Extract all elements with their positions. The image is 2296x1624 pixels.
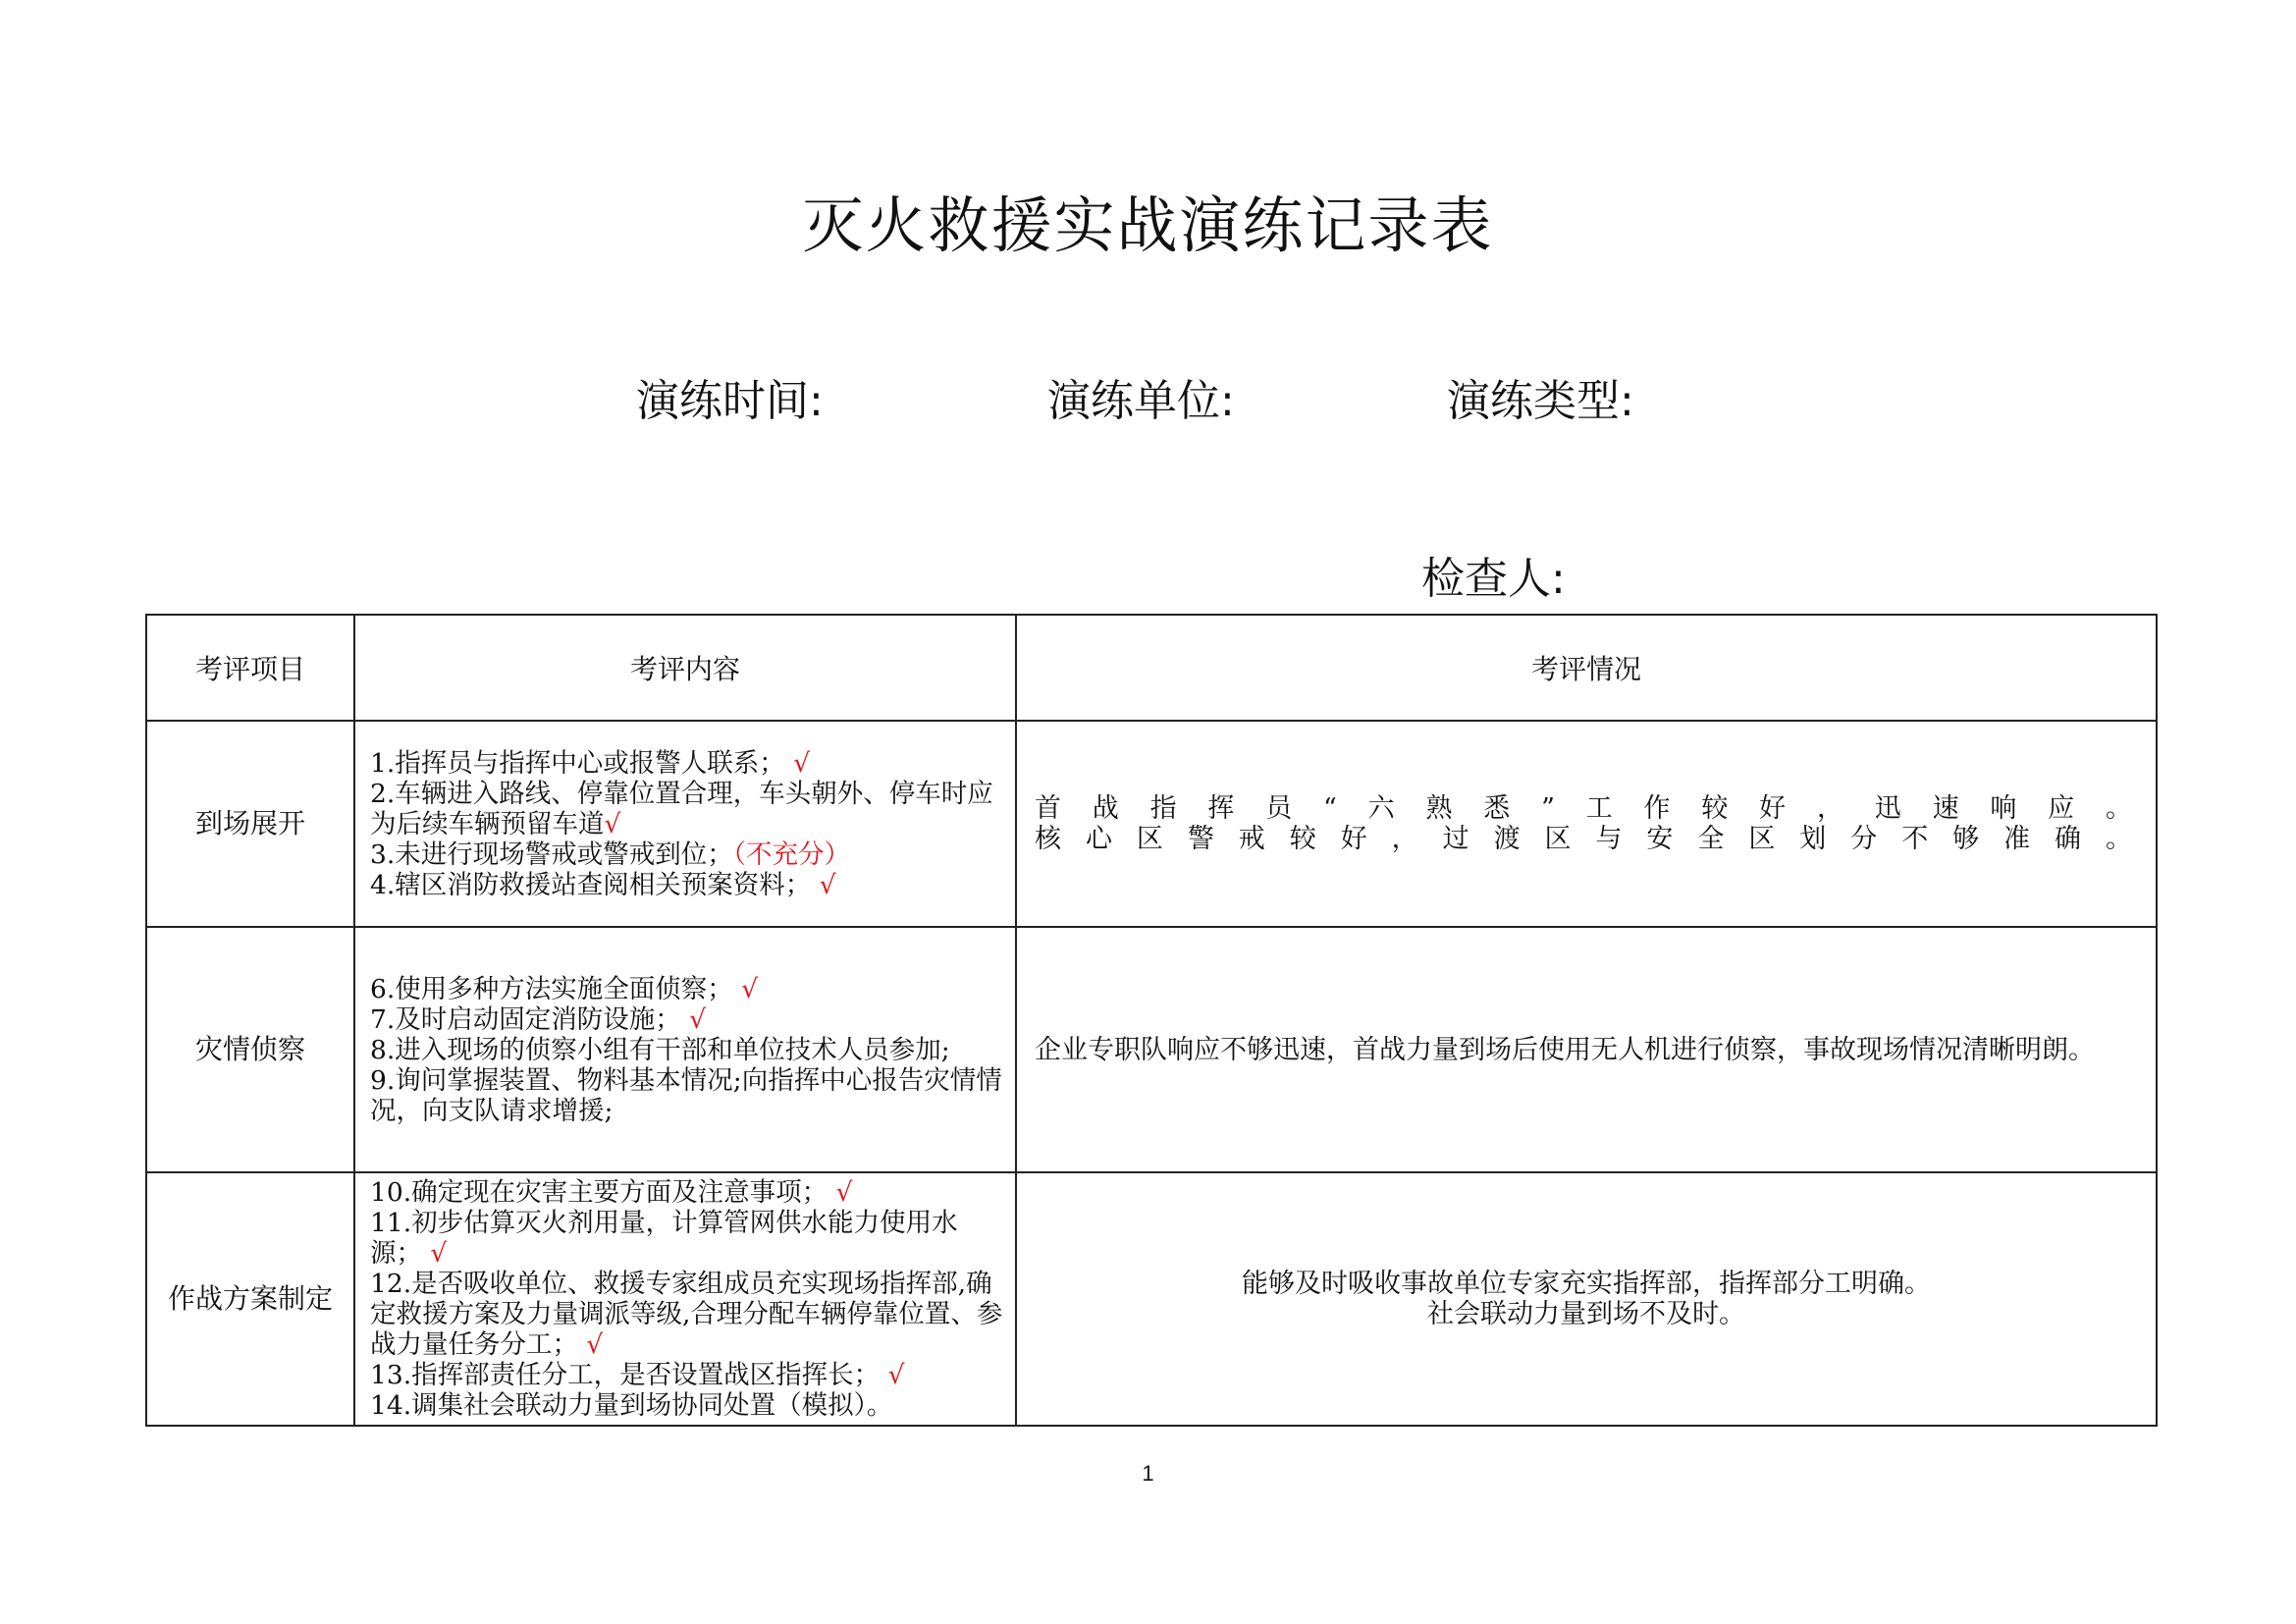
- drill-unit-label: 演练单位:: [1047, 376, 1235, 426]
- header-item: 考评项目: [146, 615, 354, 721]
- check-mark: √: [811, 869, 836, 900]
- row-evaluation: [1016, 721, 2157, 927]
- content-text: 6.使用多种方法实施全面侦察；: [370, 973, 733, 1004]
- table-row: [146, 927, 2157, 1172]
- content-line: [370, 974, 1003, 1004]
- evaluation-table: [145, 614, 2158, 1427]
- inspector-label: 检查人:: [1421, 554, 1566, 604]
- content-text: 11.初步估算灭火剂用量，计算管网供水能力使用水源；: [370, 1208, 958, 1269]
- drill-type-label: 演练类型:: [1447, 376, 1634, 426]
- check-mark: √: [422, 1238, 448, 1269]
- check-mark: √: [828, 1177, 853, 1208]
- evaluation-line: 首战指挥员“六熟悉”工作较好，迅速响应。: [1035, 793, 2138, 824]
- content-line: [370, 839, 1003, 870]
- row-content: [354, 721, 1016, 927]
- header-evaluation: 考评情况: [1016, 615, 2157, 721]
- content-text: 1.指挥员与指挥中心或报警人联系；: [370, 747, 785, 779]
- content-line: [370, 779, 1003, 839]
- evaluation-line: 核心区警戒较好，过渡区与安全区划分不够准确。: [1035, 824, 2138, 854]
- content-line: [370, 748, 1003, 779]
- content-text: 7.及时启动固定消防设施；: [370, 1003, 681, 1035]
- content-line: [370, 1035, 1003, 1065]
- content-text: 9.询问掌握装置、物料基本情况;向指挥中心报告灾情情况，向支队请求增援;: [370, 1064, 1002, 1126]
- content-line: [370, 1208, 1003, 1269]
- content-text: 13.指挥部责任分工，是否设置战区指挥长；: [370, 1360, 881, 1390]
- table-header-row: [146, 615, 2157, 721]
- row-evaluation: [1016, 1172, 2157, 1426]
- content-line: [370, 1004, 1003, 1035]
- content-line: [370, 1269, 1003, 1360]
- content-text: 2.车辆进入路线、停靠位置合理，车头朝外、停车时应为后续车辆预留车道: [370, 778, 993, 839]
- check-mark: √: [604, 808, 621, 839]
- content-line: [370, 1390, 1003, 1421]
- evaluation-line: 社会联动力量到场不及时。: [1427, 1299, 1745, 1329]
- page-title: 灭火救援实战演练记录表: [802, 189, 1494, 261]
- page-number: 1: [1142, 1461, 1154, 1486]
- row-content: [354, 927, 1016, 1172]
- row-evaluation: [1016, 927, 2157, 1172]
- content-text: 10.确定现在灾害主要方面及注意事项；: [370, 1177, 828, 1208]
- table-row: [146, 721, 2157, 927]
- drill-time-label: 演练时间:: [636, 376, 824, 426]
- check-mark: √: [732, 973, 759, 1004]
- check-mark: √: [680, 1003, 707, 1035]
- content-text: 12.是否吸收单位、救援专家组成员充实现场指挥部,确定救援方案及力量调派等级,合理分配车辆停靠位置、参战力量任务分工；: [370, 1269, 1003, 1360]
- content-line: [370, 1177, 1003, 1208]
- table-row: [146, 1172, 2157, 1426]
- evaluation-line: 能够及时吸收事故单位专家充实指挥部，指挥部分工明确。: [1242, 1269, 1931, 1299]
- row-item: 作战方案制定: [146, 1172, 354, 1426]
- content-text: 3.未进行现场警戒或警戒到位；: [370, 839, 733, 870]
- content-line: [370, 1065, 1003, 1126]
- content-line: [370, 870, 1003, 900]
- row-item: 灾情侦察: [146, 927, 354, 1172]
- evaluation-line: 企业专职队响应不够迅速，首战力量到场后使用无人机进行侦察，事故现场情况清晰明朗。: [1035, 1034, 2095, 1065]
- content-text: 8.进入现场的侦察小组有干部和单位技术人员参加;: [370, 1034, 950, 1065]
- content-line: [370, 1360, 1003, 1390]
- check-mark: √: [880, 1360, 905, 1390]
- check-mark: √: [784, 747, 811, 779]
- content-text: 14.调集社会联动力量到场协同处置（模拟）。: [370, 1390, 893, 1421]
- header-content: 考评内容: [354, 615, 1016, 721]
- row-item: 到场展开: [146, 721, 354, 927]
- row-content: [354, 1172, 1016, 1426]
- content-text: 4.辖区消防救援站查阅相关预案资料；: [370, 869, 812, 900]
- check-mark: √: [578, 1329, 604, 1360]
- insufficient-mark: （不充分）: [732, 839, 851, 870]
